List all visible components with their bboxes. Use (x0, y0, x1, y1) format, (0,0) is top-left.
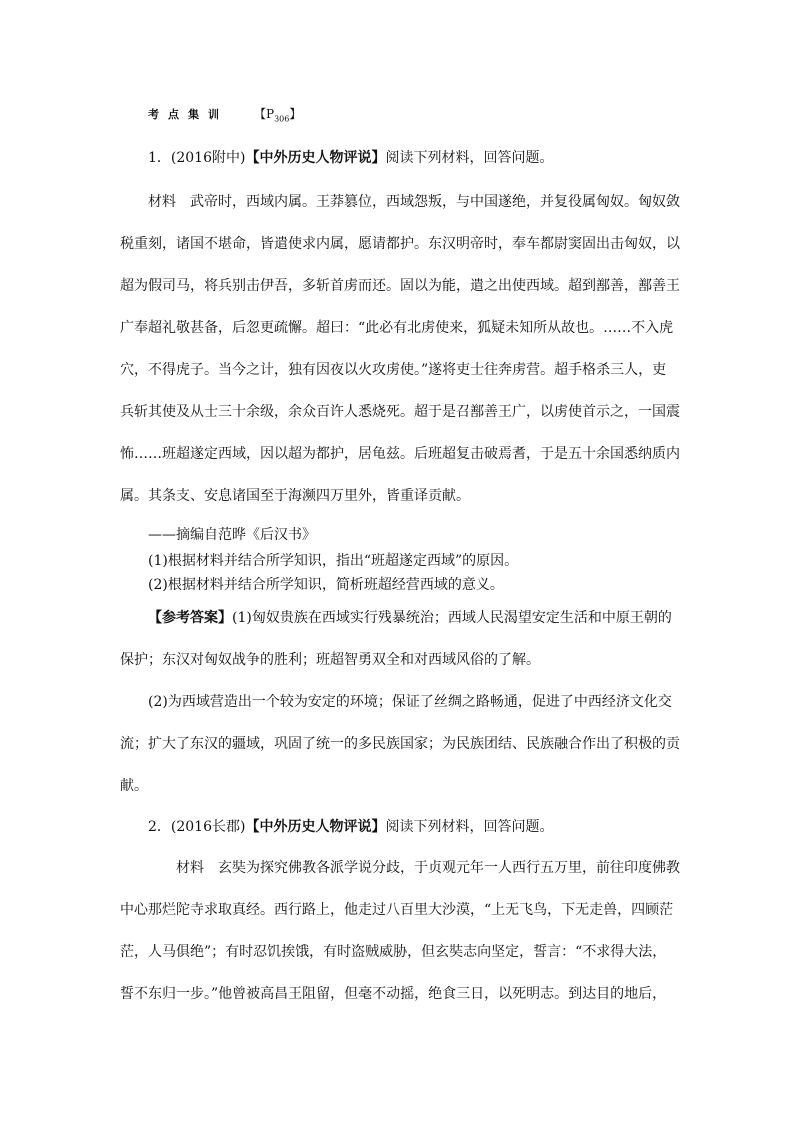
q1-material-line: 穴，不得虎子。当今之计，独有因夜以火攻虏使。”遂将吏士往奔虏营。超手格杀三人，吏 (120, 362, 667, 378)
question-2-stem (148, 817, 553, 837)
q2-material-line: 茫，人马俱绝”；有时忍饥挨饿，有时盗贼威胁，但玄奘志向坚定，誓言：“不求得大法， (120, 944, 667, 960)
question-tag: 【中外历史人物评说】 (245, 819, 386, 835)
question-number: 2．(2016长郡) (148, 819, 246, 835)
question-tag: 【中外历史人物评说】 (245, 150, 386, 166)
q1-answer2-line: 献。 (120, 778, 148, 794)
q1-source: ——摘编自范晔《后汉书》 (148, 527, 316, 543)
q1-material-line: 怖……班超遂定西域，因以超为都护，居龟兹。后班超复击破焉耆，于是五十余国悉纳质内 (120, 446, 680, 462)
q1-material-line: 兵斩其使及从士三十余级，余众百许人悉烧死。超于是召鄯善王广，以虏使首示之，一国震 (120, 404, 680, 420)
question-prompt: 阅读下列材料，回答问题。 (385, 150, 554, 166)
q2-material-line: 材料 玄奘为探究佛教各派学说分歧，于贞观元年一人西行五万里，前往印度佛教 (176, 860, 680, 876)
page-ref-open: 【P (254, 107, 275, 121)
page-reference (254, 104, 301, 129)
q1-subquestion-2: (2)根据材料并结合所学知识，简析班超经营西域的意义。 (148, 577, 504, 593)
q1-material-line: 税重刻，诸国不堪命，皆遣使求内属，愿请都护。东汉明帝时，奉车都尉窦固出击匈奴，以 (120, 236, 680, 252)
q2-material-line: 誓不东归一步。”他曾被高昌王阻留，但毫不动摇，绝食三日，以死明志。到达目的地后， (120, 986, 667, 1002)
q1-material-line: 广奉超礼敬甚备，后忽更疏懈。超曰：“此必有北虏使来，狐疑未知所从故也。……不入虎 (120, 320, 674, 336)
page-ref-close: 】 (289, 107, 302, 121)
q1-material-line: 属。其条支、安息诸国至于海濒四万里外，皆重译贡献。 (120, 488, 470, 504)
answer-label: 【参考答案】 (148, 610, 232, 626)
q1-answer-line (148, 608, 672, 628)
section-title: 考点集训 (148, 108, 228, 121)
question-number: 1．(2016附中) (148, 150, 246, 166)
q1-answer2-line: (2)为西域营造出一个较为安定的环境；保证了丝绸之路畅通，促进了中西经济文化交 (148, 694, 672, 710)
q2-material-line: 中心那烂陀寺求取真经。西行路上，他走过八百里大沙漠，“上无飞鸟，下无走兽，四顾茫 (120, 902, 674, 918)
question-prompt: 阅读下列材料，回答问题。 (385, 819, 554, 835)
q1-material-line: 超为假司马，将兵别击伊吾，多斩首虏而还。固以为能，遣之出使西域。超到鄯善，鄯善王 (120, 278, 680, 294)
question-1-stem (148, 148, 553, 168)
q1-subquestion-1: (1)根据材料并结合所学知识，指出“班超遂定西域”的原因。 (148, 553, 519, 569)
q1-answer2-line: 流；扩大了东汉的疆域，巩固了统一的多民族国家；为民族团结、民族融合作出了积极的贡 (120, 736, 680, 752)
answer-text: (1)匈奴贵族在西域实行残暴统治；西域人民渴望安定生活和中原王朝的 (232, 610, 672, 626)
q1-answer-line: 保护；东汉对匈奴战争的胜利；班超智勇双全和对西域风俗的了解。 (120, 652, 540, 668)
page-ref-number: 306 (274, 114, 290, 124)
section-heading (148, 105, 228, 125)
q1-material-line: 材料 武帝时，西域内属。王莽篡位，西域怨叛，与中国遂绝，并复役属匈奴。匈奴敛 (148, 194, 680, 210)
